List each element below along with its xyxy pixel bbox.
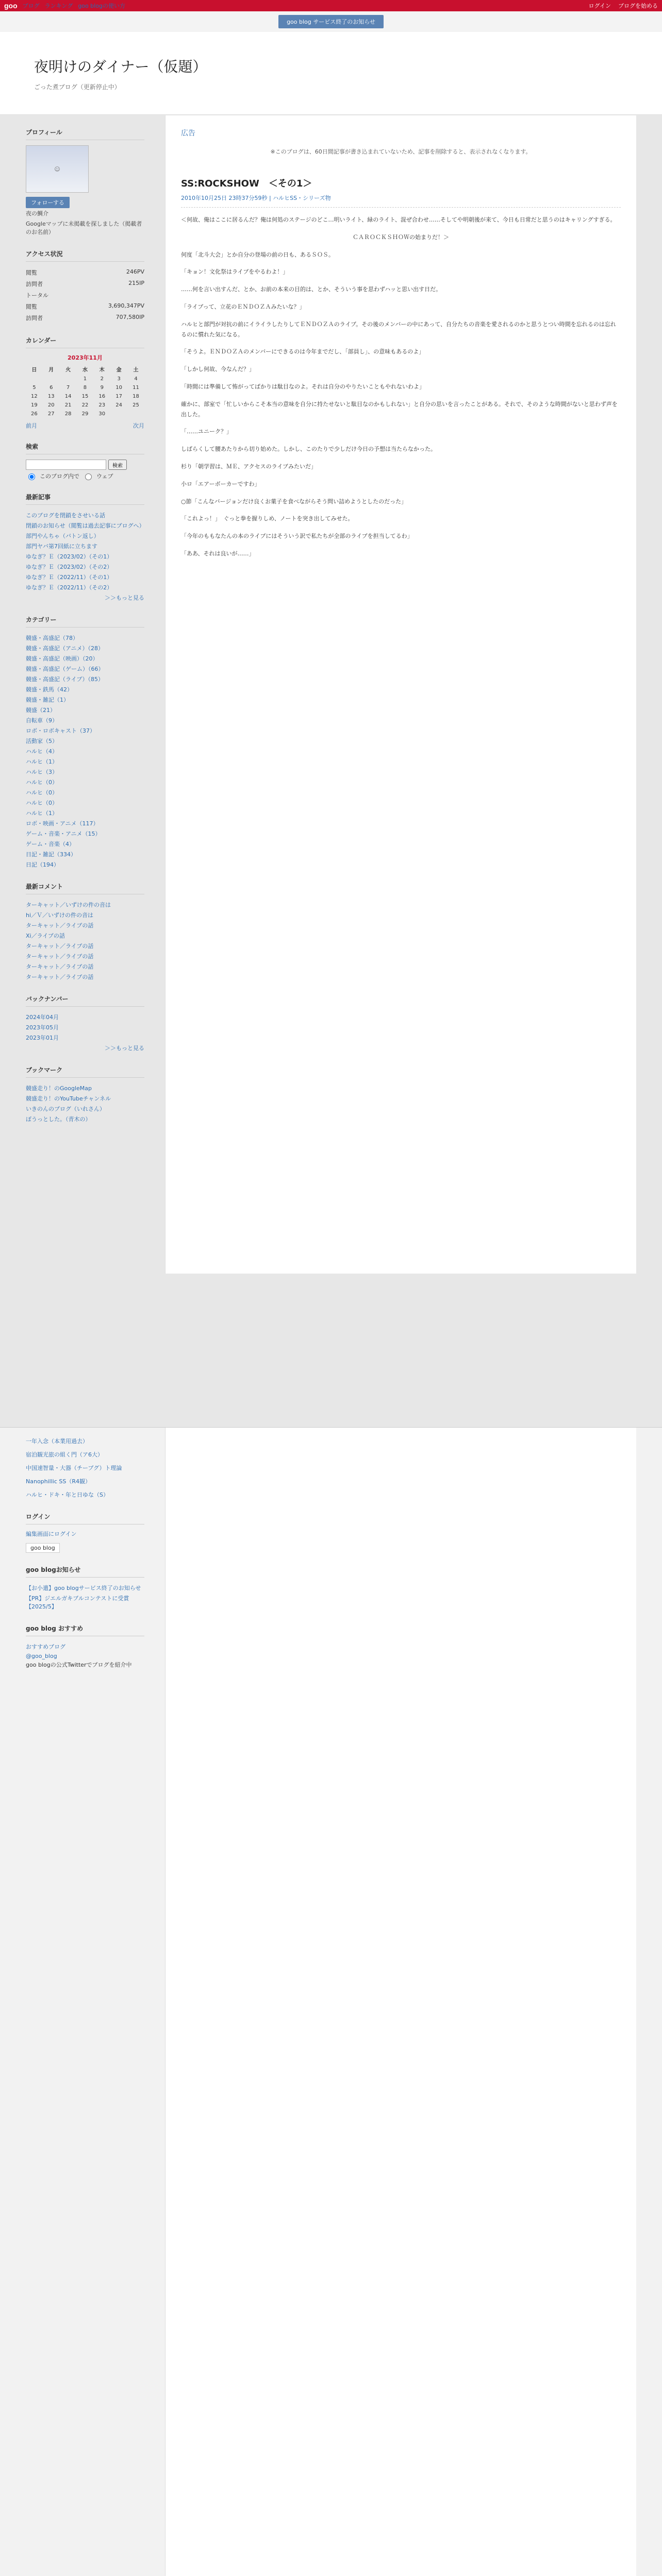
lower-sidebar [26, 1428, 144, 2576]
bookmark-list [26, 1083, 144, 1124]
calendar-day: 4 [134, 376, 138, 382]
service-notice-bar [0, 11, 662, 32]
post-paragraph: 「しかし何故、今なんだ？」 [181, 366, 255, 373]
profile-bio: Googleマップに未掲載を探しました（掲載者のお名前） [26, 221, 142, 235]
calendar-day: 16 [98, 394, 106, 399]
calendar-day: 29 [81, 411, 89, 417]
post-paragraph: 「そうよ。ＥＮＤＯＺＡのメンバーにできるのは今年までだし、「部員し」、の意味もあるのよ」 [181, 348, 425, 355]
login-link[interactable]: ログイン [588, 3, 611, 9]
calendar-weekday: 土 [133, 367, 139, 373]
backnumber-heading: バックナンバー [26, 991, 144, 1007]
calendar-day: 8 [83, 385, 87, 391]
profile-heading: プロフィール [26, 125, 144, 140]
category-link[interactable]: 競盛・高盛記（78） [26, 635, 78, 641]
post-paragraph: ハルヒと部門が対抗の前にイライラしたりしてＥＮＤＯＺＡのライブ。その後のメンバーの中にあって、自分たちの音楽を愛されるのかと思うとつい時間を忘れるのは忘れるのに慣れた気になる。 [181, 320, 616, 338]
search-input[interactable] [26, 460, 106, 470]
external-link[interactable]: 宿泊観光旅の組く門（ア6大） [26, 1451, 103, 1458]
calendar-day [127, 410, 144, 418]
calendar-day [60, 375, 77, 383]
access-value: 707,580IP [115, 314, 144, 320]
post-paragraph: 「これよっ！」 ぐっと拳を握りしめ、ノートを突き出してみせた。 [181, 515, 354, 522]
post-paragraph: 杉り「朝学習は、ＭＥ、アクセスのライブみたいだ」 [181, 463, 317, 470]
comment-link[interactable]: ターキャット／ライブの話 [26, 943, 94, 950]
comment-link[interactable]: hi／Ｖ／いずけの件の音は [26, 912, 94, 919]
category-link[interactable]: ハルヒ（3） [26, 769, 58, 775]
calendar-day: 18 [133, 394, 139, 399]
profile-name[interactable]: 夜の鯛介 [26, 210, 48, 217]
access-value: 3,690,347PV [108, 302, 144, 309]
calendar-day: 3 [117, 376, 121, 382]
post-paragraph: ○節「こんなバージョンだけ良くお菓子を食べながらそう問い詰めようとしたのだった」 [181, 498, 407, 505]
category-link[interactable]: ハルヒ（0） [26, 800, 58, 806]
lower-main-content [165, 1428, 636, 2576]
backnumber-link[interactable]: 2023年05月 [26, 1024, 59, 1031]
post-paragraph: 「……ユニーク？」 [181, 428, 232, 435]
comment-link[interactable]: ターキャット／ライブの話 [26, 922, 94, 929]
blog-header [0, 32, 662, 115]
post-paragraph: ……何を言い出すんだ、とか、お前の本来の目的は、とか、そういう事を思わずハッと思い出す日だ。 [181, 286, 442, 293]
post-paragraph: ＣＡＲＯＣＫＳＨＯＷの始まりだ！＞ [353, 233, 449, 241]
calendar-day [26, 375, 43, 383]
recent-posts-heading: 最新記事 [26, 489, 144, 505]
calendar-day: 6 [49, 385, 53, 391]
category-link[interactable]: 競盛・雑記（1） [26, 697, 69, 703]
post-paragraph: 「時間には準備して怖がってばかりは駄目なのよ。それは自分のやりたいこともやれないわよ」 [181, 383, 425, 390]
category-link[interactable]: 自転車（9） [26, 717, 58, 724]
profile-image: ☺ [26, 145, 89, 193]
calendar-day: 20 [47, 402, 55, 408]
comment-link[interactable]: ターキャット／ライブの話 [26, 963, 94, 970]
access-value: 215IP [128, 280, 144, 286]
category-link[interactable]: 競盛・鉄馬（42） [26, 686, 73, 693]
recommend-link[interactable]: おすすめブログ [26, 1643, 66, 1650]
goo-blog-badge[interactable]: goo blog [26, 1543, 60, 1553]
external-link[interactable]: 一年入念（本業用過去） [26, 1438, 88, 1445]
category-link[interactable]: 競盛・高盛記（ゲーム）（66） [26, 666, 104, 672]
calendar-day [43, 375, 60, 383]
category-link[interactable]: ロボ・ロボキャスト（37） [26, 727, 95, 734]
comment-link[interactable]: ターキャット／いずけの件の音は [26, 902, 111, 908]
search-option-label: ウェブ [96, 473, 113, 480]
external-link[interactable]: Nanophillic SS（R4観） [26, 1478, 91, 1485]
page-layout [26, 115, 636, 1274]
comment-link[interactable]: Xi／ライブの話 [26, 933, 65, 939]
post-body [181, 215, 621, 559]
category-link[interactable]: 活動家（5） [26, 738, 58, 744]
backnumber-link[interactable]: 2024年04月 [26, 1014, 59, 1021]
category-link[interactable]: ハルヒ（0） [26, 789, 58, 796]
external-links [26, 1436, 144, 1500]
lower-layout [26, 1428, 636, 2576]
recent-post-link[interactable]: このブログを閉鎖をさせいる話 [26, 512, 105, 519]
access-heading: アクセス状況 [26, 246, 144, 262]
recent-post-link[interactable]: ゆなぎ？Ｅ（2022/11）（その2） [26, 584, 113, 591]
news-link[interactable]: 【PR】ジエルガキブルコンテストに受賞【2025/5】 [26, 1595, 129, 1610]
login-heading: ログイン [26, 1509, 144, 1524]
category-link[interactable]: ゲーム・音楽・アニメ（15） [26, 831, 101, 837]
comments-heading: 最新コメント [26, 879, 144, 894]
search-option-label: このブログ内で [40, 473, 79, 480]
post-title[interactable]: SS:ROCKSHOW ＜その1＞ [181, 178, 312, 189]
search-button[interactable]: 検索 [108, 460, 127, 470]
recent-posts-list [26, 510, 144, 603]
nav-ranking-link[interactable]: ランキング [44, 3, 73, 9]
recommend-list [26, 1641, 144, 1669]
category-link[interactable]: ハルヒ（1） [26, 758, 58, 765]
category-link[interactable]: 競盛（21） [26, 707, 56, 714]
goo-logo[interactable]: goo [4, 2, 18, 10]
top-nav-links [23, 2, 125, 10]
search-web-radio[interactable] [85, 473, 92, 480]
calendar-table [26, 364, 144, 418]
category-list [26, 633, 144, 870]
calendar-day: 27 [47, 411, 55, 417]
calendar-day: 2 [100, 376, 104, 382]
recent-post-link[interactable]: ゆなぎ？Ｅ（2022/11）（その1） [26, 574, 113, 581]
post-paragraph: 「ああ、それは良いが……」 [181, 550, 255, 557]
calendar-day: 5 [32, 385, 36, 391]
access-label: 訪問者 [26, 315, 43, 321]
post-paragraph: 確かに、部室で「忙しいからこそ本当の意味を自分に持たせないと駄目なのかもしれない」と自分の思いを言ったことがある。それで、そのような時間がないと思わず声を出した。 [181, 400, 618, 418]
post-paragraph: 「キョン！文化祭はライブをやるわよ！」 [181, 268, 289, 276]
backnumber-list [26, 1012, 144, 1053]
calendar-weekday: 火 [65, 367, 71, 373]
calendar-weekday: 水 [82, 367, 88, 373]
blog-title[interactable]: 夜明けのダイナー（仮題） [34, 58, 207, 75]
calendar-day: 15 [81, 394, 89, 399]
category-link[interactable]: 競盛・高盛記（アニメ）（28） [26, 645, 104, 652]
category-link[interactable]: ロボ・映画・アニメ（117） [26, 820, 99, 827]
calendar-next-link[interactable]: 次月 [133, 422, 144, 429]
recent-post-link[interactable]: 部門やんちゃ（バトン返し） [26, 533, 100, 539]
recommend-heading: goo blog おすすめ [26, 1621, 144, 1636]
calendar-day: 10 [115, 385, 122, 391]
calendar-day: 23 [98, 402, 106, 408]
category-link[interactable]: ハルヒ（0） [26, 779, 58, 786]
external-link[interactable]: 中国速智量・大器（チーブグ）ト理論 [26, 1465, 122, 1471]
news-link[interactable]: 【お小遣】goo blogサービス終了のお知らせ [26, 1585, 141, 1591]
bookmark-heading: ブックマーク [26, 1062, 144, 1078]
inactive-notice: ※このブログは、60日間記事が書き込まれていないため、記事を削除すると、表示されなくなります。 [270, 148, 532, 155]
recent-post-link[interactable]: ゆなぎ？Ｅ（2023/02）（その1） [26, 553, 113, 560]
calendar-day: 25 [133, 402, 139, 408]
post-paragraph: 何度「北斗大会」とか自分の登場の前の日も、あるＳＯＳ。 [181, 251, 334, 258]
news-heading: goo blogお知らせ [26, 1562, 144, 1578]
category-link[interactable]: 競盛・高盛記（映画）（20） [26, 655, 98, 662]
calendar-weekday: 金 [116, 367, 122, 373]
calendar-day: 21 [64, 402, 72, 408]
post-meta[interactable]: 2010年10月25日 23時37分59秒 | ハルヒSS・シリーズ物 [181, 194, 621, 208]
calendar-day: 19 [31, 402, 38, 408]
start-blog-link[interactable]: ブログを始める [618, 3, 658, 9]
backnumber-link[interactable]: 2023年01月 [26, 1035, 59, 1041]
calendar-day: 24 [115, 402, 122, 408]
blog-description: ごった煮ブログ（更新停止中） [34, 83, 121, 91]
edit-login-link[interactable]: 編集画面にログイン [26, 1531, 77, 1537]
external-link[interactable]: ハルヒ・ドキ・年と日ゆな（S） [26, 1492, 109, 1498]
calendar-day: 1 [83, 376, 87, 382]
calendar-day: 17 [115, 394, 122, 399]
post-paragraph: しばらくして腰あたりから切り始めた。しかし、このたりで少しだけ今日の予想は当たらなかった。 [181, 446, 436, 453]
nav-howto-link[interactable]: goo blogの使い方 [78, 3, 126, 9]
calendar-day: 11 [133, 385, 139, 391]
calendar-heading: カレンダー [26, 333, 144, 348]
bookmark-link[interactable]: 競盛走り！のYouTubeチャンネル [26, 1095, 111, 1102]
access-label: 閲覧 [26, 269, 37, 276]
calendar-day: 7 [66, 385, 70, 391]
nav-blog-link[interactable]: ブログ [22, 3, 40, 9]
category-link[interactable]: 競盛・高盛記（ライブ）（85） [26, 676, 104, 683]
backnumber-more-link[interactable]: ＞＞もっと見る [105, 1045, 144, 1052]
calendar-day: 26 [31, 411, 38, 417]
calendar-day: 12 [31, 394, 38, 399]
category-link[interactable]: 日記・雑記（334） [26, 851, 76, 858]
calendar-day: 22 [81, 402, 89, 408]
post-paragraph: 小ロ「エアーボーカーですわ」 [181, 480, 260, 487]
recent-post-link[interactable]: ゆなぎ？Ｅ（2023/02）（その2） [26, 564, 113, 570]
calendar-weekday: 木 [99, 367, 105, 373]
category-link[interactable]: ハルヒ（1） [26, 810, 58, 817]
bookmark-link[interactable]: いきのんのブログ（いれさん） [26, 1106, 105, 1112]
search-heading: 検索 [26, 439, 144, 454]
calendar-day: 13 [47, 394, 55, 399]
comments-list [26, 900, 144, 982]
category-link[interactable]: ハルヒ（4） [26, 748, 58, 755]
category-heading: カテゴリー [26, 612, 144, 628]
access-value: 246PV [126, 268, 144, 275]
search-blog-radio[interactable] [28, 473, 35, 480]
calendar-day [110, 410, 127, 418]
calendar-weekday: 月 [48, 367, 54, 373]
access-label: 訪問者 [26, 281, 43, 287]
bookmark-link[interactable]: 競盛走り！のGoogleMap [26, 1085, 92, 1092]
ad-label: 広告 [181, 129, 195, 138]
recommend-link[interactable]: @goo_blog [26, 1653, 57, 1659]
post-paragraph: 「ライブって、立花のＥＮＤＯＺＡみたいな？」 [181, 303, 305, 310]
calendar-navigation [26, 421, 144, 430]
post-paragraph: 「今年のももなたんの本のライブにはそういう訳で私たちが全部のライブを担当してるわ」 [181, 533, 413, 540]
recommend-text: goo blogの公式Twitterでブログを紹介中 [26, 1662, 132, 1668]
top-navigation-bar [0, 0, 662, 11]
access-label: トータル [26, 292, 48, 299]
sidebar [26, 115, 144, 1274]
calendar-prev-link[interactable]: 前月 [26, 422, 37, 429]
category-link[interactable]: 日記（194） [26, 861, 59, 868]
calendar-weekday: 日 [31, 367, 37, 373]
post-paragraph: ＜何故、俺はここに居るんだ？俺は何処のステージのどこ…明いライト、緑のライト、混ぜ合わせ……そしてや明朝後が来て、今日も日常だと思うのはキャリングすぎる。 [181, 216, 616, 223]
follow-button[interactable]: フォローする [26, 197, 70, 208]
recent-post-link[interactable]: 部門ヤバ第7回紙に立ちます [26, 543, 97, 550]
calendar-day: 30 [98, 411, 106, 417]
bookmark-link[interactable]: ぼうっとした。（青木の） [26, 1116, 91, 1123]
search-options [26, 472, 144, 480]
calendar-month-title: 2023年11月 [68, 354, 103, 361]
comment-link[interactable]: ターキャット／ライブの話 [26, 974, 94, 980]
recent-post-link[interactable]: 閉鎖のお知らせ（閲覧は過去記事にブログへ） [26, 522, 145, 529]
top-right-links [589, 2, 658, 10]
news-list [26, 1583, 144, 1612]
category-link[interactable]: ゲーム・音楽（4） [26, 841, 75, 848]
calendar-day: 9 [100, 385, 104, 391]
access-stats [26, 267, 144, 324]
access-label: 閲覧 [26, 303, 37, 310]
calendar-day: 14 [64, 394, 72, 399]
comment-link[interactable]: ターキャット／ライブの話 [26, 953, 94, 960]
lower-section [0, 1427, 662, 2576]
main-content [165, 115, 636, 1274]
calendar-day: 28 [64, 411, 72, 417]
recent-more-link[interactable]: ＞＞もっと見る [105, 595, 144, 601]
search-box [26, 460, 144, 470]
service-end-notice-button[interactable]: goo blog サービス終了のお知らせ [278, 15, 384, 28]
